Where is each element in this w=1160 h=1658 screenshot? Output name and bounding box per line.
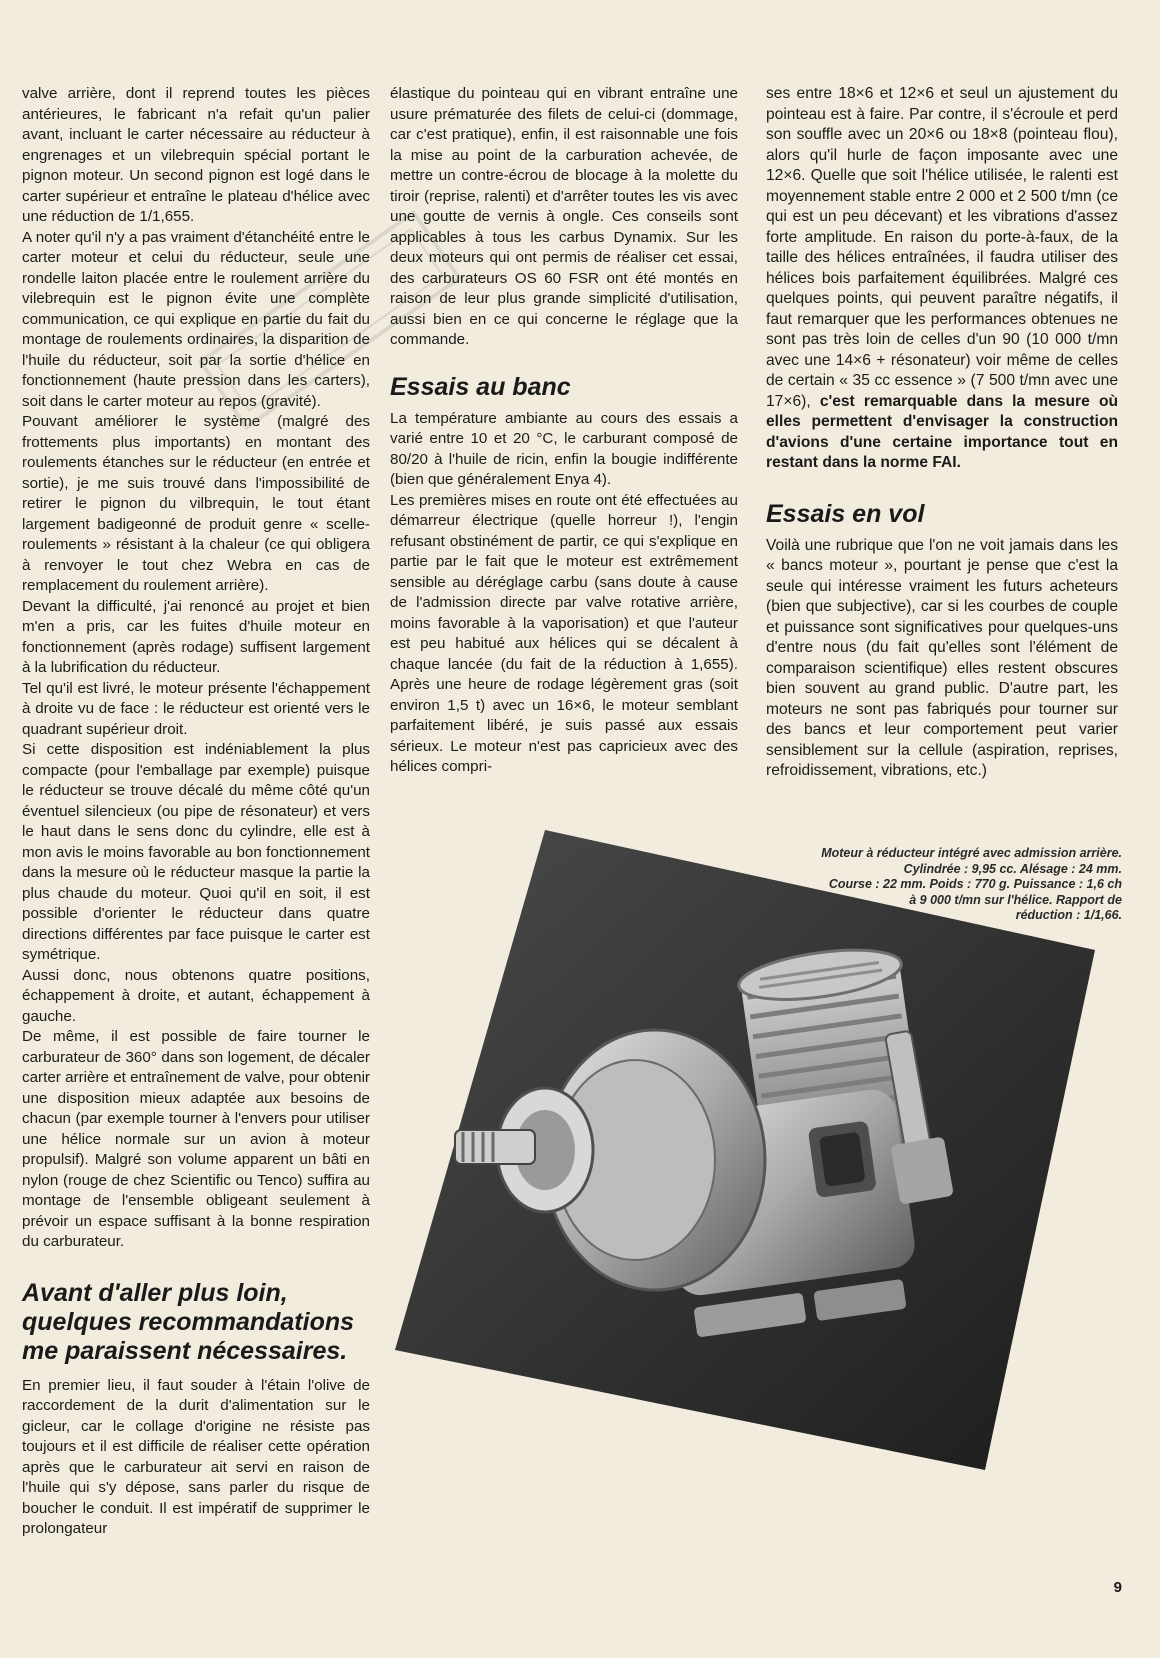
page-number: 9 xyxy=(1113,1579,1122,1596)
paragraph: Tel qu'il est livré, le moteur présente l'échappement à droite vu de face : le réducteur est orienté vers le quadrant supérieur droit. xyxy=(22,679,370,738)
paragraph: En premier lieu, il faut souder à l'étain l'olive de raccordement de la durit d'alimentation sur le gicleur, car le collage d'origine ne résiste pas toujours et il est difficile de réaliser cette opération après que le carburateur ait servi en raison de l'huile qui s'y dépose, sans parler du risque de boucher le conduit. Il est impératif de supprimer le prolongateur xyxy=(22,1376,370,1537)
paragraph: Aussi donc, nous obtenons quatre positions, échappement à droite, et autant, échappement à gauche. xyxy=(22,966,370,1025)
paragraph: valve arrière, dont il reprend toutes les pièces antérieures, le fabricant n'a refait qu'un palier avant, incluant le carter nécessaire au réducteur à engrenages et un vilebrequin spécial portant le pignon moteur. Un second pignon est logé dans le carter supérieur et entraîne le plateau d'hélice avec une réduction de 1/1,655. xyxy=(22,85,370,225)
paragraph-text: ses entre 18×6 et 12×6 et seul un ajustement du pointeau est à faire. Par contre, il s'écroule et perd son souffle avec un 20×6 ou 18×8 (pointeau flou), alors qu'il hurle de façon imposante avec une 12×6. Quelle que soit l'hélice utilisée, le ralenti est moyennement stable entre 2 000 et 2 500 t/mn (ce qui est un peu décevant) et les vibrations d'assez forte amplitude. En raison du porte-à-faux, de la taille des hélices entraînées, il faudra utiliser des hélices bois parfaitement équilibrées. Malgré ces quelques points, qui peuvent paraître négatifs, il faut remarquer que les performances obtenues ne sont pas très loin de celles d'un 90 (10 000 t/mn avec une 14×6 + résonateur) voir même de celles de certain « 35 cc essence » (7 500 t/mn avec une 17×6), xyxy=(766,85,1118,410)
emphasis-text: c'est remarquable dans la mesure où elles permettent d'envisager la construction d'avions d'une certaine importance tout en restant dans la norme FAI. xyxy=(766,392,1118,471)
section-heading: Essais en vol xyxy=(766,499,925,528)
caption-line: réduction : 1/1,66. xyxy=(1015,908,1122,922)
paragraph: A noter qu'il n'y a pas vraiment d'étanchéité entre le carter moteur et celui du réducteur, seule une rondelle laiton placée entre le roulement arrière du vilebrequin est le pignon évite une complète communication, ce qui explique en partie du fait du montage de roulements ordinaires, la disparition de l'huile du réducteur, soit par la sortie d'hélice en fonctionnement (haute pression dans les carters), soit dans le carter moteur au repos (gravité). xyxy=(22,228,370,410)
paragraph: élastique du pointeau qui en vibrant entraîne une usure prématurée des filets de celui-ci (dommage, car c'est pratique), enfin, il est raisonnable une fois la mise au point de la carburation achevée, de mettre un contre-écrou de blocage à la molette du tiroir (reprise, ralenti) et d'arrêter toutes les vis avec une goutte de vernis à ongle. Ces conseils sont applicables à tous les carbus Dynamix. Sur les deux moteurs qui ont permis de réaliser cet essai, des carburateurs OS 60 FSR ont été montés en raison de leur plus grande simplicité d'utilisation, aussi bien en ce qui concerne le réglage que la commande. xyxy=(390,85,738,348)
paragraph xyxy=(766,84,1118,474)
paragraph: Voilà une rubrique que l'on ne voit jamais dans les « bancs moteur », pourtant je pense que c'est la seule qui intéresse vraiment les futurs acheteurs (bien que subjective), car si les courbes de couple et puissance sont significatives pour quelques-uns d'entre nous (du fait qu'elles sont l'élément de comparaison scientifique) elles restent obscures bien souvent au grand public. D'autre part, les moteurs ne sont pas fabriqués pour tourner sur des bancs et leur comportement peut varier sensiblement sur la cellule (aspiration, reprises, refroidissement, vibrations, etc.) xyxy=(766,536,1118,779)
paragraph: Les premières mises en route ont été effectuées au démarreur électrique (quelle horreur !), l'engin refusant obstinément de partir, ce qui s'explique en partie par le fait que le moteur est extrêmement sensible au déréglage carbu (sans doute à cause de l'admission directe par valve rotative arrière, moins favorable à la vaporisation) et que l'auteur est peu habitué aux hélices qui se décalent à chaque lancée (du fait de la réduction à 1,655). Après une heure de rodage légèrement gras (soit environ 1,5 t) avec un 16×6, le moteur semblant parfaitement libéré, je suis passé aux essais sérieux. Le moteur n'est pas capricieux avec des hélices compri- xyxy=(390,491,738,775)
section-heading: Avant d'aller plus loin, quelques recommandations me paraissent nécessaires. xyxy=(22,1278,355,1365)
caption-line: Cylindrée : 9,95 cc. Alésage : 24 mm. xyxy=(903,861,1122,876)
engine-photo xyxy=(395,830,1095,1470)
section-heading: Essais au banc xyxy=(390,372,571,401)
paragraph: Pouvant améliorer le système (malgré des frottements plus importants) en montant des roulements étanches sur le réducteur (en entrée et sortie), je me suis trouvé dans l'impossibilité de retirer le pignon du vilbrequin, le tout étant largement badigeonné de produit genre « scelle-roulements » résistant à la chaleur (ce qui obligera à renvoyer le tout chez Webra en cas de remplacement du roulement arrière). xyxy=(22,413,370,594)
paragraph: Si cette disposition est indéniablement la plus compacte (pour l'emballage par exemple) puisque le réducteur se trouve décalé du même côté qu'un éventuel silencieux (ou pipe de résonateur) et vers le haut dans le sens donc du cylindre, elle est à mon avis le moins favorable au bon fonctionnement dans la mesure où le réducteur masque la partie la plus chaude du moteur. Quoi qu'il en soit, il est possible d'orienter le réducteur dans quatre directions différentes par face puisque le carter est symétrique. xyxy=(22,741,370,963)
caption-line: à 9 000 t/mn sur l'hélice. Rapport de xyxy=(909,892,1122,907)
column-2 xyxy=(390,84,738,778)
paragraph: La température ambiante au cours des essais a varié entre 10 et 20 °C, le carburant composé de 80/20 à l'huile de ricin, enfin la bougie indifférente (bien que généralement Enya 4). xyxy=(390,409,738,488)
column-1 xyxy=(22,84,370,1540)
paragraph: Devant la difficulté, j'ai renoncé au projet et bien m'en a pris, car les fuites d'huile moteur en fonctionnement (après rodage) suffisent largement à la lubrification du réducteur. xyxy=(22,597,370,676)
caption-line: Course : 22 mm. Poids : 770 g. Puissance : 1,6 ch xyxy=(828,877,1122,891)
paragraph: De même, il est possible de faire tourner le carburateur de 360° dans son logement, de décaler carter arrière et entraînement de valve, pour obtenir une disposition mieux adaptée aux besoins de chacun (par exemple tourner à l'envers pour utiliser une hélice normale sur un avion à moteur propulsif). Malgré son volume apparent un bâti en nylon (rouge de chez Scientific ou Tenco) suffira au montage de l'ensemble obligeant seulement à prévoir un espace suffisant à la bonne respiration du carburateur. xyxy=(22,1028,370,1250)
column-3 xyxy=(766,84,1118,782)
caption-line: Moteur à réducteur intégré avec admission arrière. xyxy=(821,846,1122,860)
